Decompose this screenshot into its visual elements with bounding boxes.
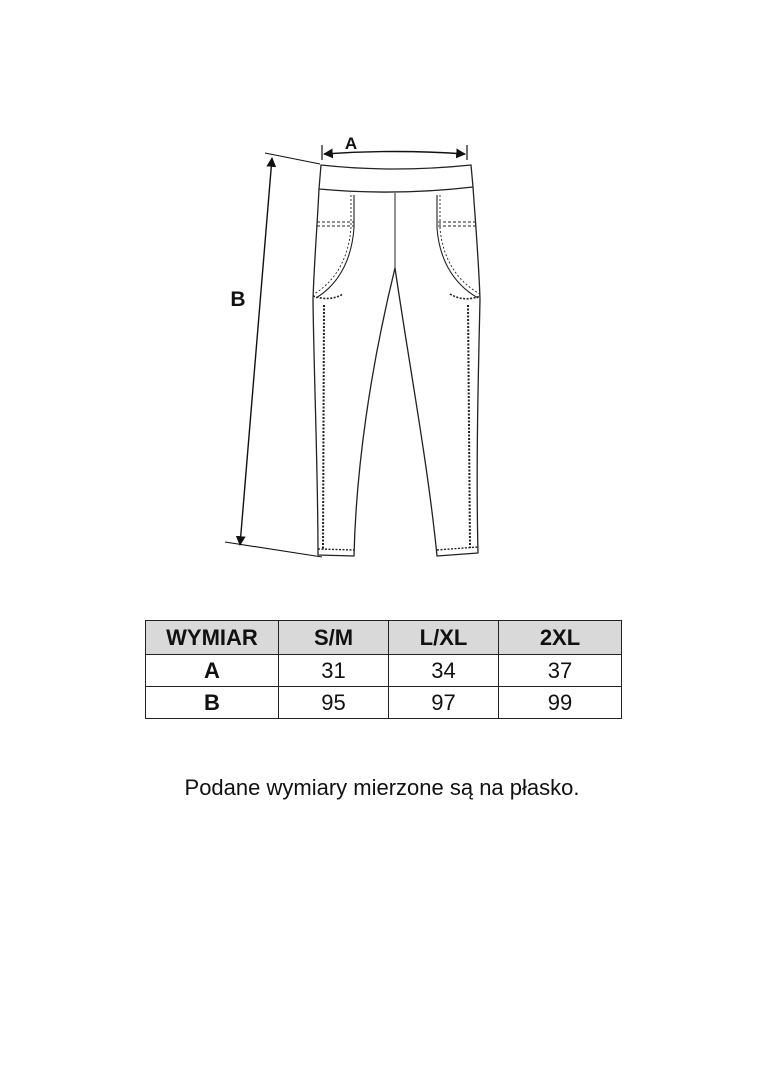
measurement-note: Podane wymiary mierzone są na płasko. (184, 775, 580, 800)
dimension-b-line (225, 153, 322, 557)
table-cell: 99 (499, 687, 622, 719)
header-size-2xl: 2XL (499, 621, 622, 655)
header-size-sm: S/M (279, 621, 389, 655)
header-size-lxl: L/XL (389, 621, 499, 655)
dimension-b-label: B (230, 288, 246, 311)
table-cell: 31 (279, 655, 389, 687)
pants-drawing (313, 165, 480, 556)
row-label: B (146, 687, 279, 719)
dimension-a-label: A (344, 134, 358, 153)
header-dimension: WYMIAR (146, 621, 279, 655)
row-label: A (146, 655, 279, 687)
table-row (146, 687, 622, 719)
table-cell: 37 (499, 655, 622, 687)
table-header-row (146, 621, 622, 655)
table-cell: 34 (389, 655, 499, 687)
table-cell: 97 (389, 687, 499, 719)
table-row (146, 655, 622, 687)
dimension-a-line (322, 145, 467, 160)
size-table (145, 620, 622, 719)
table-cell: 95 (279, 687, 389, 719)
